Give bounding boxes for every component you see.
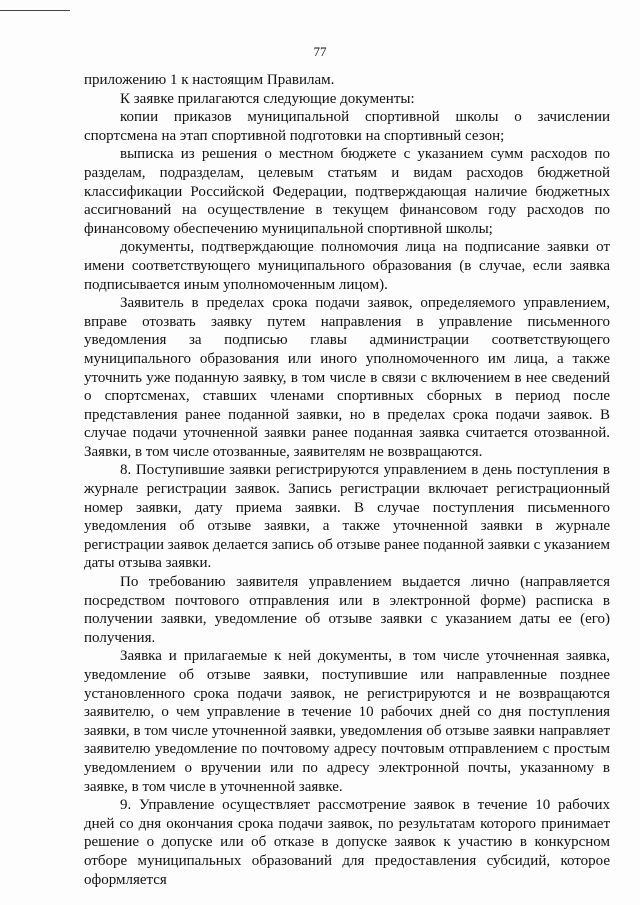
paragraph-3: копии приказов муниципальной спортивной школы о зачислении спортсмена на этап спортивной подготовки на спортивный сезон;	[84, 109, 610, 144]
paragraph-1: приложению 1 к настоящим Правилам.	[84, 72, 335, 88]
document-body	[84, 71, 610, 889]
paragraph-4: выписка из решения о местном бюджете с указанием сумм расходов по разделам, подразделам, целевым статьям и видам расходов бюджетной классификации Российской Федерации, подтверждающая наличие бюджетных ассигнований на осуществление в текущем финансовом году расходов по финансовому обеспечению муниципальной спортивной школы;	[84, 146, 610, 237]
paragraph-8: По требованию заявителя управлением выдается лично (направляется посредством почтового отправления или в электронной форме) расписка в получении заявки, уведомление об отзыве заявки с указанием даты ее (его) получения.	[84, 574, 610, 646]
paragraph-5: документы, подтверждающие полномочия лица на подписание заявки от имени соответствующего муниципального образования (в случае, если заявка подписывается иным уполномоченным лицом).	[84, 239, 610, 293]
top-rule	[0, 10, 70, 11]
paragraph-7: 8. Поступившие заявки регистрируются управлением в день поступления в журнале регистрации заявок. Запись регистрации включает регистрационный номер заявки, дату приема заявки. В случае поступления письменного уведомления об отзыве заявки, а также уточненной заявки в журнале регистрации заявок делается запись об отзыве ранее поданной заявки с указанием даты отзыва заявки.	[84, 462, 610, 572]
page-number: 77	[313, 44, 327, 59]
paragraph-6: Заявитель в пределах срока подачи заявок, определяемого управлением, вправе отозвать заявку путем направления в управление письменного уведомления за подписью главы администрации соответствующего муниципального образования или иного уполномоченного им лица, а также уточнить уже поданную заявку, в том числе в связи с включением в нее сведений о спортсменах, ставших членами спортивных сборных в период после представления ранее поданной заявки, но в пределах срока подачи заявок. В случае подачи уточненной заявки ранее поданная заявка считается отозванной. Заявки, в том числе отозванные, заявителям не возвращаются.	[84, 295, 610, 460]
paragraph-2: К заявке прилагаются следующие документы:	[120, 90, 415, 107]
paragraph-10: 9. Управление осуществляет рассмотрение заявок в течение 10 рабочих дней со дня окончания срока подачи заявок, по результатам которого принимает решение о допуске или об отказе в допуске заявок к участию в конкурсном отборе муниципальных образований для предоставления субсидий, которое оформляется	[84, 797, 610, 888]
paragraph-9: Заявка и прилагаемые к ней документы, в том числе уточненная заявка, уведомление об отзыве заявки, поступившие или направленные позднее установленного срока подачи заявок, не регистрируются и не возвращаются заявителю, о чем управление в течение 10 рабочих дней со дня поступления заявки, в том числе уточненной заявки, уведомления об отзыве заявки направляет заявителю уведомление по почтовому адресу почтовым отправлением с простым уведомлением о вручении или по адресу электронной почты, указанному в заявке, в том числе в уточненной заявке.	[84, 648, 610, 795]
